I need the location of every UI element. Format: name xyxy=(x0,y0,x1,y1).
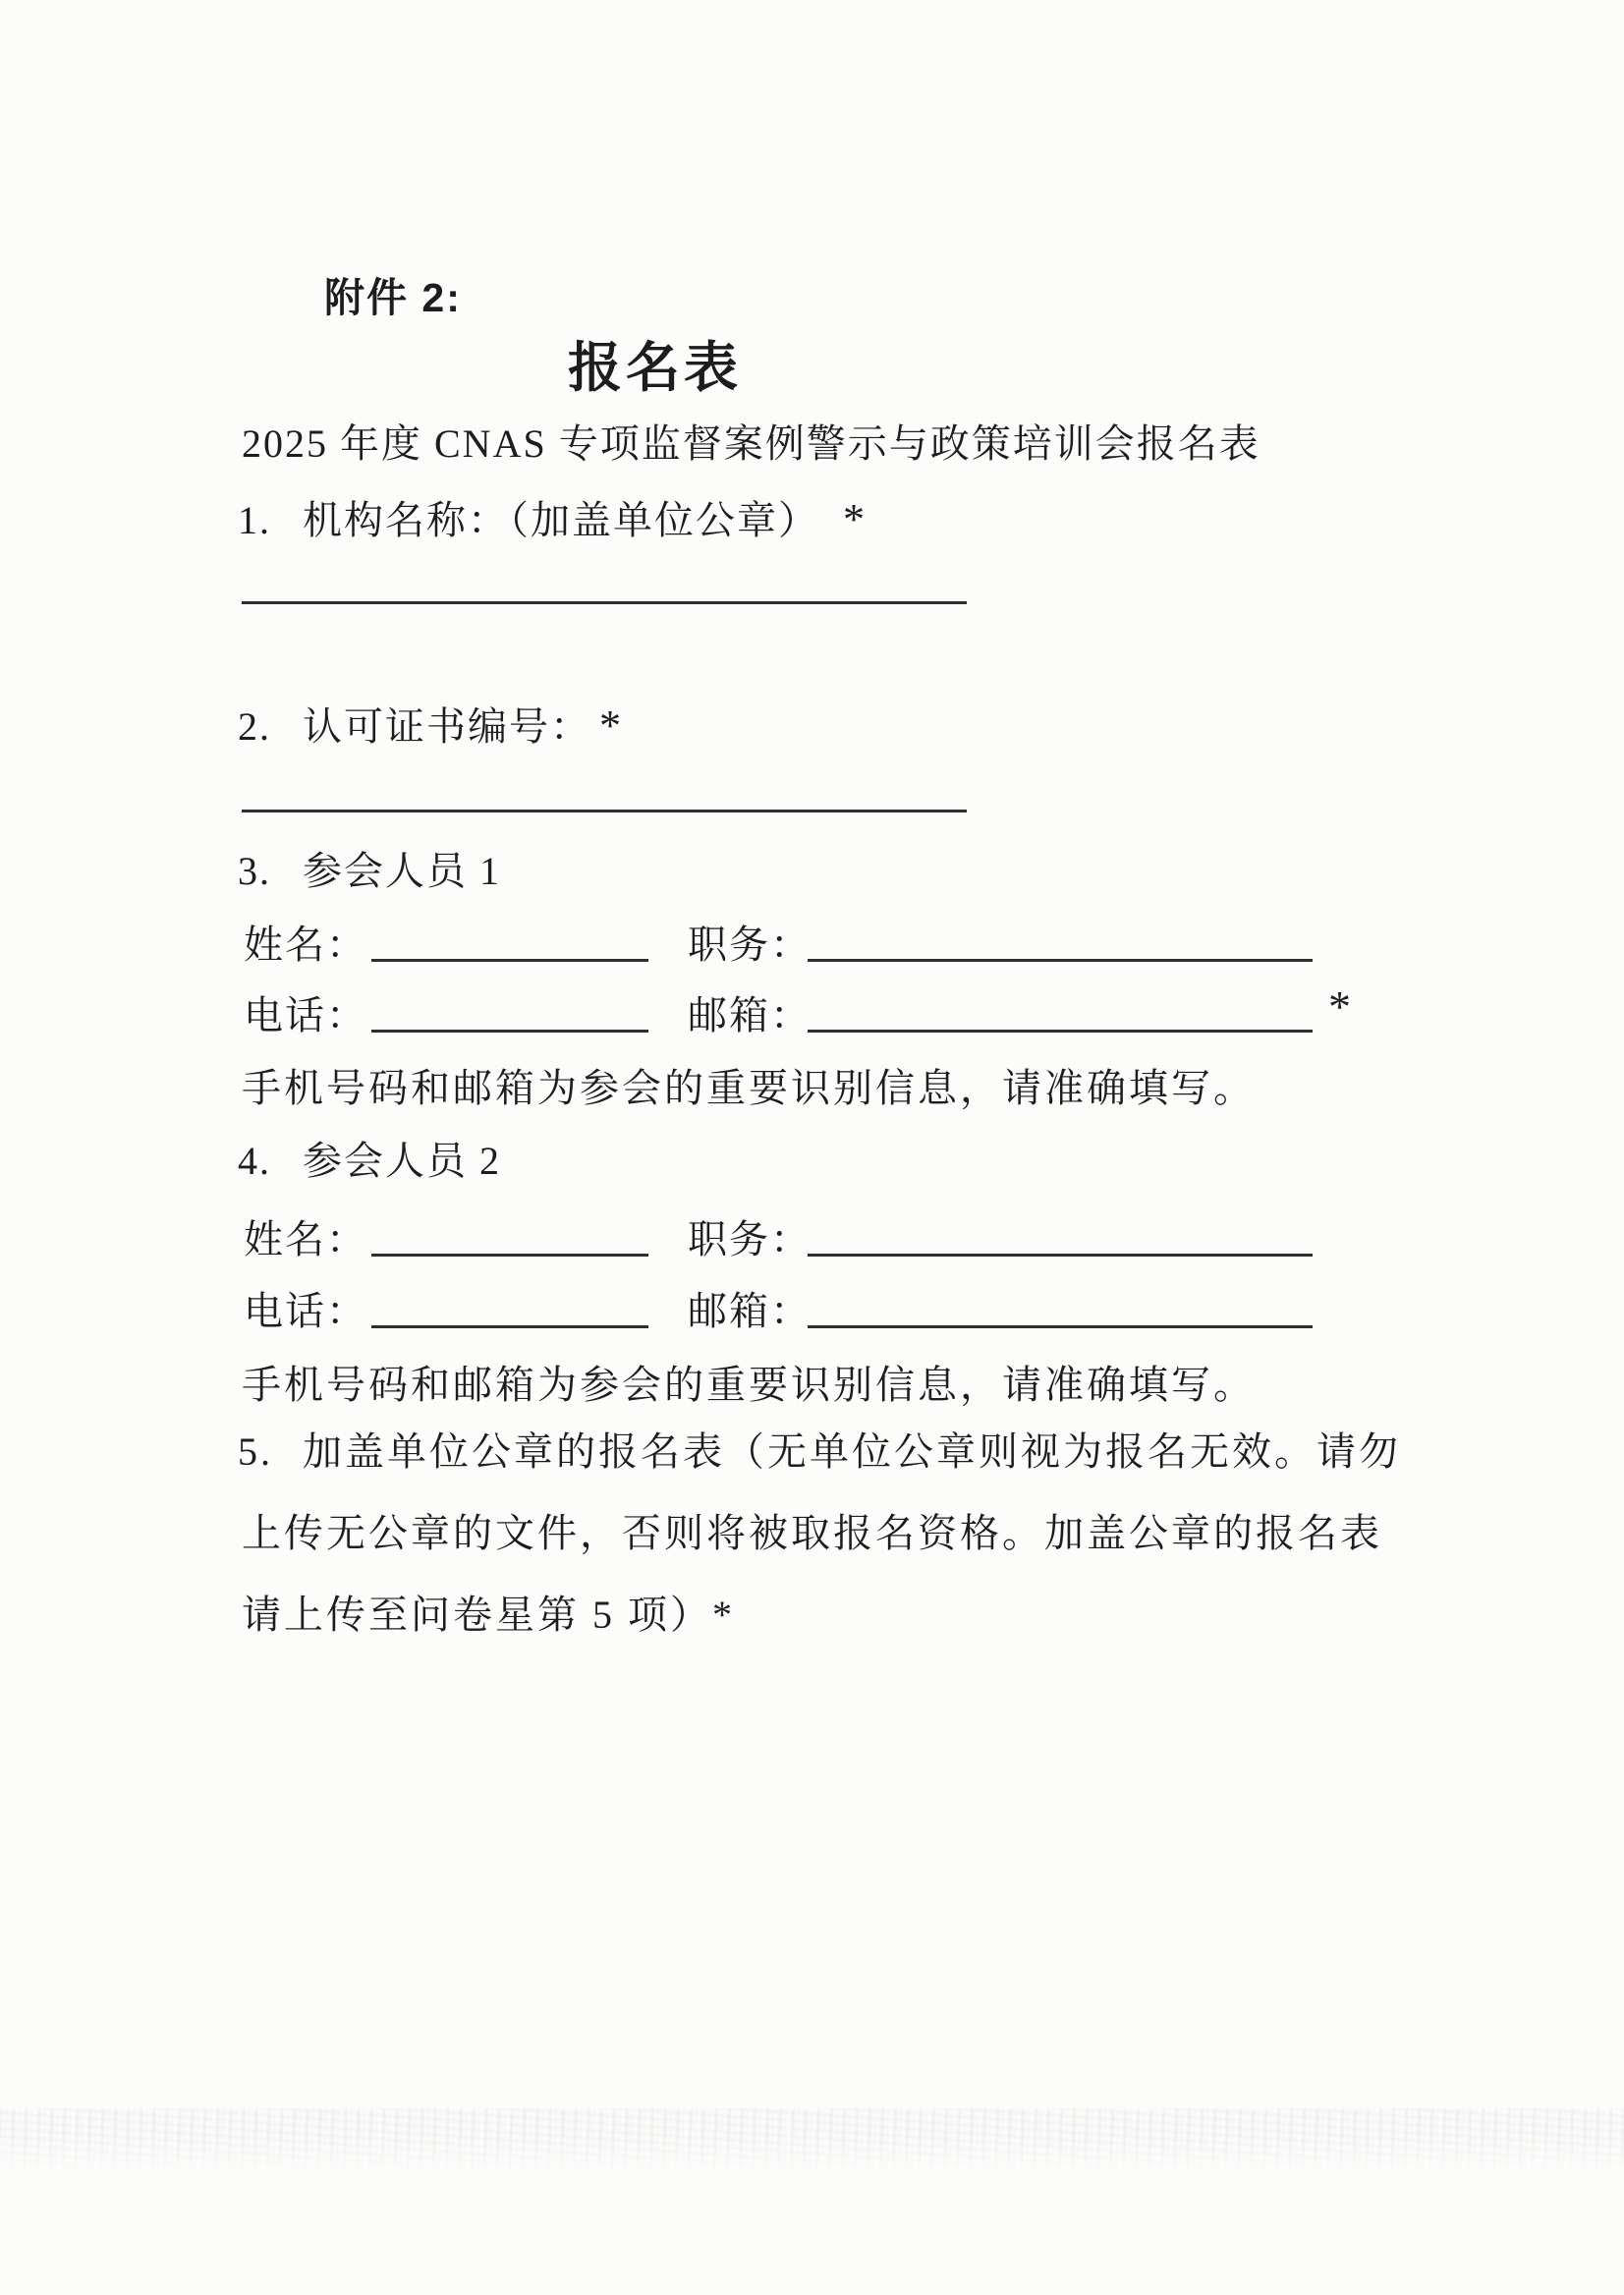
participant-1-phone-blank-line xyxy=(371,1030,648,1033)
item-4-participant-2-heading xyxy=(238,1130,501,1186)
accuracy-note-1: 手机号码和邮箱为参会的重要识别信息，请准确填写。 xyxy=(242,1066,1256,1110)
name-label: 姓名： xyxy=(244,1217,367,1261)
item-3-label: 参会人员 1 xyxy=(303,849,501,893)
form-title: 报名表 xyxy=(568,337,743,398)
certificate-number-blank-line xyxy=(242,810,967,812)
attachment-label: 附件 2: xyxy=(324,275,462,320)
name-label: 姓名： xyxy=(244,923,367,967)
required-asterisk: * xyxy=(843,495,867,543)
item-5-number: 5. xyxy=(238,1429,273,1474)
participant-2-email-blank-line xyxy=(808,1325,1313,1328)
participant-1-name-row xyxy=(0,914,1624,969)
phone-label: 电话： xyxy=(244,1289,367,1333)
position-label: 职务： xyxy=(688,1217,812,1261)
item-1-number: 1. xyxy=(238,498,271,542)
item-2-certificate-number xyxy=(238,696,623,752)
item-3-number: 3. xyxy=(238,849,271,893)
accuracy-note-2: 手机号码和邮箱为参会的重要识别信息，请准确填写。 xyxy=(242,1363,1256,1407)
email-label: 邮箱： xyxy=(688,993,812,1037)
participant-2-phone-blank-line xyxy=(371,1325,648,1328)
participant-2-position-blank-line xyxy=(808,1254,1313,1257)
participant-2-phone-row xyxy=(0,1280,1624,1335)
phone-label: 电话： xyxy=(244,993,367,1037)
email-label: 邮箱： xyxy=(688,1289,812,1333)
item-2-number: 2. xyxy=(238,704,271,749)
item-5-stamp-instruction-line-1 xyxy=(238,1421,1401,1477)
item-3-participant-1-heading xyxy=(238,840,501,896)
item-2-label: 认可证书编号： xyxy=(303,704,591,749)
scan-noise-band xyxy=(0,2108,1624,2177)
item-5-text-line-1: 加盖单位公章的报名表（无单位公章则视为报名无效。请勿 xyxy=(303,1429,1401,1474)
item-4-number: 4. xyxy=(238,1139,271,1183)
participant-2-name-row xyxy=(0,1208,1624,1263)
required-asterisk: * xyxy=(1328,981,1351,1032)
institution-name-blank-line xyxy=(242,601,967,604)
participant-1-email-blank-line xyxy=(808,1030,1313,1033)
item-5-stamp-instruction-line-2: 上传无公章的文件，否则将被取报名资格。加盖公章的报名表 xyxy=(242,1511,1382,1555)
position-label: 职务： xyxy=(688,923,812,967)
participant-1-position-blank-line xyxy=(808,959,1313,962)
required-asterisk: * xyxy=(599,701,623,750)
participant-1-phone-row xyxy=(0,981,1624,1039)
item-1-institution-name xyxy=(238,489,867,545)
item-5-stamp-instruction-line-3: 请上传至问卷星第 5 项）* xyxy=(242,1593,735,1637)
participant-1-name-blank-line xyxy=(371,959,648,962)
item-4-label: 参会人员 2 xyxy=(303,1139,501,1183)
item-1-label: 机构名称：（加盖单位公章） xyxy=(303,498,819,542)
form-subtitle: 2025 年度 CNAS 专项监督案例警示与政策培训会报名表 xyxy=(242,421,1260,466)
participant-2-name-blank-line xyxy=(371,1254,648,1257)
